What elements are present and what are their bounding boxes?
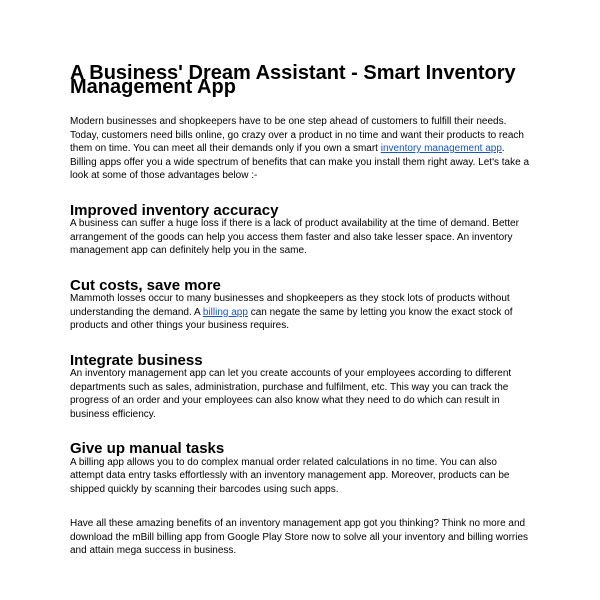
closing-block [70, 517, 532, 558]
section-improved-inventory-accuracy [70, 201, 532, 258]
section-paragraph-improved-inventory-accuracy: A business can suffer a huge loss if there is a lack of product availability at the time of demand. Better arrangement of the goods can help you access them faster and also take lesser space. An inventory management app can definitely help you in the same. [70, 218, 519, 256]
section-heading-cut-costs-save-more: Cut costs, save more [70, 276, 221, 294]
document-title: A Business' Dream Assistant - Smart Inventory Management App [70, 62, 516, 98]
intro-text-before-link: Modern businesses and shopkeepers have to be one step ahead of customers to fulfill their needs. Today, customers need bills online, go crazy over a product in no time and want their products to reach them on time. You can meet all their demands only if you own a smart [70, 116, 524, 154]
section-paragraph-cut-costs-save-more [70, 292, 532, 333]
section-heading-integrate-business: Integrate business [70, 351, 203, 369]
section-paragraph-give-up-manual-tasks: A billing app allows you to do complex manual order related calculations in no time. You can also attempt data entry tasks effortlessly with an inventory management app. Moreover, products can be shipped quickly by scanning their barcodes using such apps. [70, 456, 510, 495]
cut-costs-text-before-link: Mammoth losses occur to many businesses and shopkeepers as they stock lots of products without understanding the demand. A [70, 293, 510, 318]
intro-paragraph [70, 115, 532, 183]
billing-app-link[interactable]: billing app [202, 306, 248, 318]
intro-block [70, 115, 532, 183]
document-content [70, 62, 532, 579]
section-give-up-manual-tasks [70, 442, 532, 496]
section-cut-costs-save-more [70, 276, 532, 333]
section-integrate-business [70, 351, 532, 422]
inventory-management-app-link[interactable]: inventory management app [380, 143, 502, 154]
section-heading-improved-inventory-accuracy: Improved inventory accuracy [70, 201, 279, 219]
intro-text-after-link: . Billing apps offer you a wide spectrum of benefits that can make you install them right away. Let's take a look at some of those advantages below :- [70, 143, 530, 181]
section-heading-give-up-manual-tasks: Give up manual tasks [70, 440, 225, 457]
section-paragraph-integrate-business: An inventory management app can let you create accounts of your employees according to different departments such as sales, administration, purchase and fulfilment, etc. This way you can track the progress of an order and your employees can also know what they need to do which can result in business efficiency. [70, 368, 512, 420]
closing-paragraph: Have all these amazing benefits of an inventory management app got you thinking? Think no more and download the mBill billing app from Google Play Store now to solve all your inventory and billing worries and attain mega success in business. [70, 518, 529, 556]
cut-costs-text-after-link: can negate the same by letting you know the exact stock of products and other things your business requires. [70, 306, 513, 331]
